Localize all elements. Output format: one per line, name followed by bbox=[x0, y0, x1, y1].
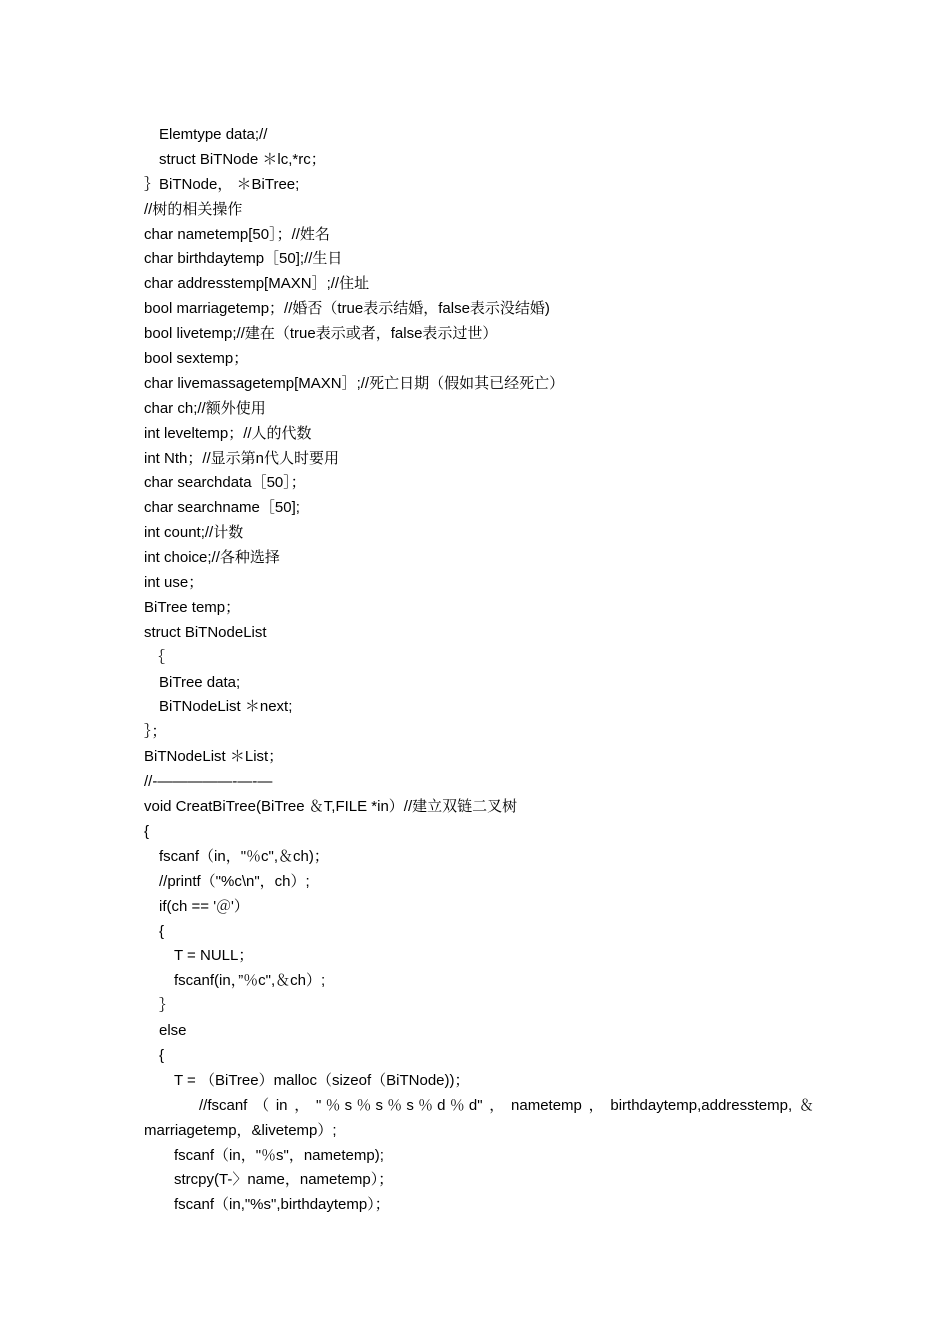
code-line: else bbox=[159, 1022, 187, 1040]
code-token: ， bbox=[588, 1096, 604, 1114]
code-line: char livemassagetemp[MAXN］;//死亡日期（假如其已经死亡） bbox=[144, 374, 565, 392]
code-line: //printf（"%c\n"，ch）; bbox=[159, 872, 310, 890]
code-token: ， bbox=[294, 1096, 310, 1114]
code-line: fscanf（in，"％c",＆ch)； bbox=[159, 847, 329, 865]
code-line: int choice;//各种选择 bbox=[144, 549, 280, 567]
code-line: BiTree data; bbox=[159, 673, 241, 691]
code-line: char nametemp[50］；//姓名 bbox=[144, 225, 330, 243]
code-line: void CreatBiTree(BiTree ＆T,FILE *in）//建立双链二叉树 bbox=[144, 798, 518, 816]
code-line: bool sextemp； bbox=[144, 350, 249, 368]
code-line: ｛ bbox=[150, 648, 166, 666]
code-line: bool livetemp;//建在（true表示或者，false表示过世） bbox=[144, 325, 498, 343]
code-token: " ％ s ％ s ％ s ％ d ％ d" bbox=[316, 1096, 483, 1114]
code-line: bool marriagetemp；//婚否（true表示结婚，false表示没结婚) bbox=[144, 300, 550, 318]
code-line: struct BiTNodeList bbox=[144, 623, 267, 641]
code-line: char ch;//额外使用 bbox=[144, 399, 266, 417]
code-line: strcpy(T-〉name，nametemp）； bbox=[174, 1171, 394, 1189]
code-line: marriagetemp，&livetemp）; bbox=[144, 1121, 337, 1139]
code-listing bbox=[144, 123, 814, 1218]
code-token: birthdaytemp,addresstemp, bbox=[610, 1096, 793, 1114]
code-line: if(ch == '＠'） bbox=[159, 897, 249, 915]
code-line: ｝； bbox=[144, 723, 167, 741]
code-line: struct BiTNode ＊lc,*rc； bbox=[159, 150, 326, 168]
code-line: { bbox=[159, 1046, 165, 1064]
code-line: Elemtype data;// bbox=[159, 126, 268, 143]
code-line: { bbox=[144, 822, 150, 840]
code-line: //-—————-—-— bbox=[144, 773, 273, 791]
code-token: （ bbox=[254, 1096, 270, 1114]
code-line-wrapped bbox=[144, 1094, 814, 1119]
code-line: T = NULL； bbox=[174, 947, 254, 965]
code-line: ｝BiTNode， ＊BiTree; bbox=[144, 175, 300, 193]
code-line: BiTNodeList ＊List； bbox=[144, 748, 284, 766]
code-line: int count;//计数 bbox=[144, 524, 244, 542]
code-line: char birthdaytemp［50];//生日 bbox=[144, 250, 343, 268]
code-line: fscanf（in,"%s",birthdaytemp）； bbox=[174, 1196, 390, 1214]
code-token: nametemp bbox=[511, 1096, 582, 1114]
code-line: //树的相关操作 bbox=[144, 200, 243, 218]
code-line: fscanf（in，"％s"，nametemp); bbox=[174, 1146, 384, 1164]
code-line: int leveltemp；//人的代数 bbox=[144, 424, 312, 442]
code-line: int use； bbox=[144, 574, 204, 592]
code-token: ， bbox=[489, 1096, 505, 1114]
code-token: ＆ bbox=[798, 1096, 814, 1114]
code-line: int Nth；//显示第n代人时要用 bbox=[144, 449, 340, 467]
code-line: char addresstemp[MAXN］;//住址 bbox=[144, 275, 370, 293]
code-line: char searchdata［50］； bbox=[144, 474, 306, 492]
code-line: BiTNodeList ＊next; bbox=[159, 698, 293, 716]
code-line: char searchname［50]; bbox=[144, 499, 300, 517]
code-line: { bbox=[159, 922, 165, 940]
code-token: in bbox=[275, 1096, 288, 1114]
code-line: BiTree temp； bbox=[144, 598, 241, 616]
code-token: //fscanf bbox=[199, 1096, 248, 1114]
code-line: T = （BiTree）malloc（sizeof（BiTNode))； bbox=[174, 1071, 470, 1089]
code-line: ｝ bbox=[159, 997, 175, 1015]
code-line: fscanf(in，”％c",＆ch）; bbox=[174, 972, 326, 990]
